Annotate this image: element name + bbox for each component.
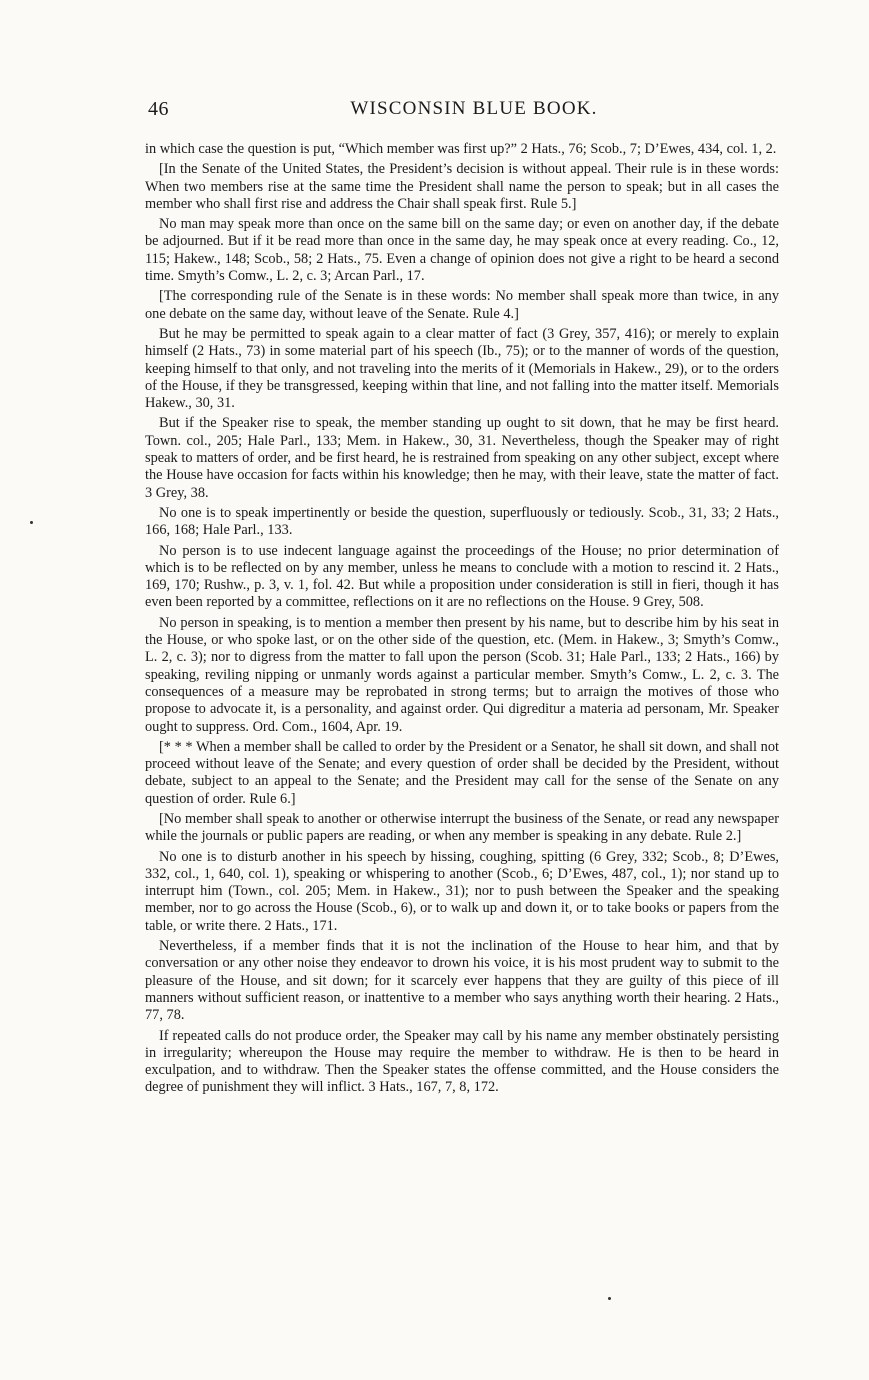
paragraph: [* * * When a member shall be called to order by the President or a Senator, he shall sit down, and shall not proceed without leave of the Senate; and every question of order shall be decided by the President, without debate, subject to an appeal to the Senate; and the President may call for the sense of the Senate on any question of order. Rule 6.] bbox=[145, 738, 779, 807]
paragraph: No person is to use indecent language against the proceedings of the House; no prior determination of which is to be reflected on by any member, unless he means to conclude with a motion to rescind it. 2 Hats., 169, 170; Rushw., p. 3, v. 1, fol. 42. But while a proposition under consideration is still in fieri, though it has even been reported by a committee, reflections on it are no reflections on the House. 9 Grey, 508. bbox=[145, 542, 779, 611]
scan-speck bbox=[608, 1297, 611, 1300]
paragraph: [No member shall speak to another or otherwise interrupt the business of the Senate, or read any newspaper while the journals or public papers are reading, or when any member is speaking in any debate. Rule 2.] bbox=[145, 810, 779, 845]
paragraph: But he may be permitted to speak again to a clear matter of fact (3 Grey, 357, 416); or merely to explain himself (2 Hats., 73) in some material part of his speech (Ib., 75); or to the manner of words of the question, keeping himself to that only, and not traveling into the merits of it (Memorials in Hakew., 29), or to the orders of the House, if they be transgressed, keeping within that line, and not falling into the matter itself. Memorials Hakew., 30, 31. bbox=[145, 325, 779, 412]
book-page bbox=[145, 94, 779, 1100]
paragraph: in which case the question is put, “Which member was first up?” 2 Hats., 76; Scob., 7; D’Ewes, 434, col. 1, 2. bbox=[145, 141, 777, 157]
paragraph: [The corresponding rule of the Senate is in these words: No member shall speak more than twice, in any one debate on the same day, without leave of the Senate. Rule 4.] bbox=[145, 288, 779, 322]
paragraph: Nevertheless, if a member finds that it is not the inclination of the House to hear him, and that by conversation or any other noise they endeavor to drown his voice, it is his most prudent way to submit to the pleasure of the House, and sit down; for it scarcely ever happens that they are guilty of this piece of ill manners without sufficient reason, or inattentive to a member who says anything worth their hearing. 2 Hats., 77, 78. bbox=[145, 938, 779, 1024]
paragraph: [In the Senate of the United States, the President’s decision is without appeal. Their rule is in these words: When two members rise at the same time the President shall name the person to speak; but in all cases the member who shall first rise and address the Chair shall speak first. Rule 5.] bbox=[145, 161, 779, 212]
running-title: WISCONSIN BLUE BOOK. bbox=[350, 98, 598, 119]
paragraph: If repeated calls do not produce order, the Speaker may call by his name any member obstinately persisting in irregularity; whereupon the House may require the member to withdraw. He is then to be heard in exculpation, and to withdraw. Then the Speaker states the offense committed, and the House considers the degree of punishment they will inflict. 3 Hats., 167, 7, 8, 172. bbox=[145, 1027, 779, 1096]
paragraph: No one is to speak impertinently or beside the question, superfluously or tediously. Scob., 31, 33; 2 Hats., 166, 168; Hale Parl., 133. bbox=[145, 504, 779, 539]
paragraph: No man may speak more than once on the same bill on the same day; or even on another day, if the debate be adjourned. But if it be read more than once in the same day, he may speak once at every reading. Co., 12, 115; Hakew., 148; Scob., 58; 2 Hats., 75. Even a change of opinion does not give a right to be heard a second time. Smyth’s Comw., L. 2, c. 3; Arcan Parl., 17. bbox=[145, 216, 779, 285]
page-number: 46 bbox=[148, 98, 169, 120]
paragraph: No person in speaking, is to mention a member then present by his name, but to describe him by his seat in the House, or who spoke last, or on the other side of the question, etc. (Mem. in Hakew., 3; Smyth’s Comw., L. 2, c. 3); nor to digress from the matter to fall upon the person (Scob. 31; Hale Parl., 133; 2 Hats., 166) by speaking, reviling nipping or unmanly words against a particular member. Smyth’s Comw., L. 2, c. 3. The consequences of a measure may be reprobated in strong terms; but to arraign the motives of those who propose to advocate it, is a personality, and against order. Qui digreditur a materia ad personam, Mr. Speaker ought to suppress. Ord. Com., 1604, Apr. 19. bbox=[145, 614, 779, 735]
body-text bbox=[145, 141, 779, 1097]
paragraph: No one is to disturb another in his speech by hissing, coughing, spitting (6 Grey, 332; Scob., 8; D’Ewes, 332, col., 1, 640, col. 1), speaking or whispering to another (Scob., 6; D’Ewes, 487, col., 1); nor stand up to interrupt him (Town., col. 205; Mem. in Hakew., 31); nor to push between the Speaker and the speaking member, nor to go across the House (Scob., 6), or to walk up and down it, or to take books or papers from the table, or write there. 2 Hats., 171. bbox=[145, 848, 779, 934]
scan-speck bbox=[30, 521, 33, 524]
paragraph: But if the Speaker rise to speak, the member standing up ought to sit down, that he may be first heard. Town. col., 205; Hale Parl., 133; Mem. in Hakew., 30, 31. Nevertheless, though the Speaker may of right speak to matters of order, and be first heard, he is restrained from speaking on any other subject, except where the House have occasion for facts within his knowledge; then he may, with their leave, state the matter of fact. 3 Grey, 38. bbox=[145, 415, 779, 501]
page-header bbox=[145, 94, 779, 124]
